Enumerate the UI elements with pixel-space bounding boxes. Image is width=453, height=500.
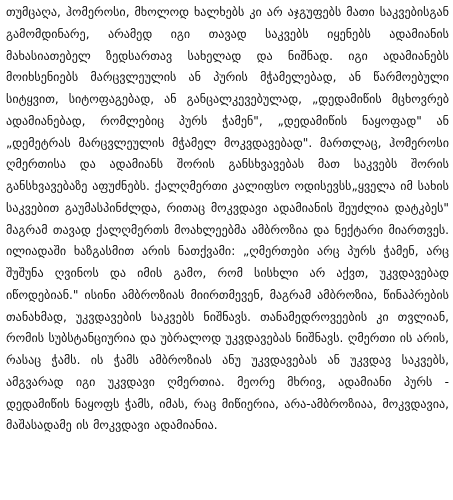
body-paragraph: თუმცაღა, ჰომეროსი, მხოლოდ ხალხებს კი არ აჯგუფებს მათი საკვებისგან გამომდინარე, არამედ იგი თავად საკვებს იყენებს ადამიანის მახასიათებელ ზედსართავ სახელად და ნიშნად. იგი ადამიანებს მოიხსენიებს მარცვლეულის ან პურის მჭამელებად, ან წარმოებული სიტყვით, სიტოფაგებად, ან განცალკევებულად, „დედამიწის მცხოვრებ ადამიანებად, რომლებიც პურს ჭამენ", „დედამიწის ნაყოფად" ან „დემეტრას მარცვლეულის მჭამელ მოკვდავებად". მართლაც, ჰომეროსი ღმერთისა და ადამიანს შორის განსხვავებას მათ საკვებს შორის განსხვავებაზე აფუძნებს. ქალღმერთი კალიფსო ოდისევსს„ყველა იმ სახის საკვებით გაუმასპინძლდა, რითაც მოკვდავი ადამიანის შეუძლია დატკბეს" მაგრამ თავად ქალღმერთს მოახლეებმა ამბროზია და ნექტარი მიართვეს. ილიადაში ხაზგასმით არის ნათქვამი: „ღმერთები არც პურს ჭამენ, არც შუშუნა ღვინოს და იმის გამო, რომ სისხლი არ აქვთ, უკვდავებად იწოდებიან." ისინი ამბროზიას მიირთმევენ, მაგრამ ამბროზია, წინაპრების თანახმად, უკვდავების საკვებს ნიშნავს. თანამედროვეების კი თვლიან, რომის სუბსტანციურია და უბრალოდ უკვდავებას ნიშნავს. ღმერთი ის არის, რასაც ჭამს. ის ჭამს ამბროზიას ანუ უკვდავებას ან უკვდავ საკვებს, ამგვარად იგი უკვდავი ღმერთია. მეორე მხრივ, ადამიანი პურს - დედამიწის ნაყოფს ჭამს, იმას, რაც მიწიერია, არა-ამბროზიაა, მოკვდავია, მაშასადამე ის მოკვდავი ადამიანია. — [6, 5, 449, 433]
